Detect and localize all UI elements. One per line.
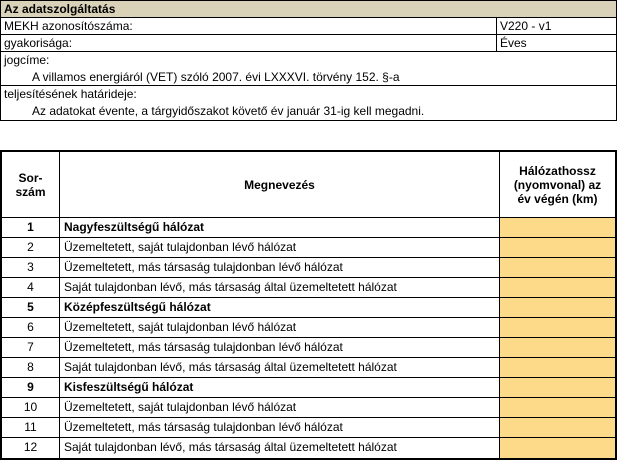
table-row — [2, 298, 615, 318]
info-header: Az adatszolgáltatás — [1, 1, 616, 18]
deadline — [1, 86, 616, 120]
row-number: 3 — [2, 258, 60, 277]
value-input-cell[interactable] — [500, 338, 615, 357]
row-number: 2 — [2, 238, 60, 257]
row-name: Saját tulajdonban lévő, más társaság által üzemeltetett hálózat — [60, 278, 500, 297]
value-input-cell[interactable] — [500, 218, 615, 237]
deadline-label: teljesítésének határideje: — [4, 87, 137, 101]
value-input-cell[interactable] — [500, 298, 615, 317]
frequency-label: gyakorisága: — [1, 35, 497, 51]
row-number: 10 — [2, 398, 60, 417]
row-number: 11 — [2, 418, 60, 437]
legal-basis — [1, 52, 616, 86]
table-row — [2, 258, 615, 278]
table-row — [2, 418, 615, 438]
value-input-cell[interactable] — [500, 438, 615, 458]
header-name — [60, 152, 500, 217]
row-number: 1 — [2, 218, 60, 237]
table-row — [2, 278, 615, 298]
row-number: 9 — [2, 378, 60, 397]
header-value — [500, 152, 615, 217]
row-number: 8 — [2, 358, 60, 377]
row-number: 7 — [2, 338, 60, 357]
row-name: Középfeszültségű hálózat — [60, 298, 500, 317]
network-length-table — [0, 150, 617, 460]
header-row-number-label: Sor- szám — [15, 170, 46, 199]
deadline-text: Az adatokat évente, a tárgyidőszakot követő év január 31-ig kell megadni. — [32, 104, 425, 118]
table-header-row — [2, 152, 615, 218]
info-row-id — [1, 18, 616, 35]
table-row — [2, 438, 615, 458]
legal-label: jogcíme: — [4, 53, 50, 67]
frequency-value: Éves — [500, 36, 527, 50]
info-row-frequency — [1, 35, 616, 52]
value-input-cell[interactable] — [500, 238, 615, 257]
value-input-cell[interactable] — [500, 358, 615, 377]
id-label: MEKH azonosítószáma: — [1, 18, 497, 34]
table-row — [2, 358, 615, 378]
row-number: 12 — [2, 438, 60, 458]
row-name: Üzemeltetett, más társaság tulajdonban lévő hálózat — [60, 338, 500, 357]
row-name: Üzemeltetett, saját tulajdonban lévő hálózat — [60, 238, 500, 257]
row-name: Üzemeltetett, saját tulajdonban lévő hálózat — [60, 318, 500, 337]
value-input-cell[interactable] — [500, 418, 615, 437]
table-row — [2, 238, 615, 258]
row-name: Üzemeltetett, saját tulajdonban lévő hálózat — [60, 398, 500, 417]
row-name: Saját tulajdonban lévő, más társaság által üzemeltetett hálózat — [60, 358, 500, 377]
header-row-number — [2, 152, 60, 217]
header-name-label: Megnevezés — [244, 177, 315, 192]
value-input-cell[interactable] — [500, 378, 615, 397]
row-number: 4 — [2, 278, 60, 297]
value-input-cell[interactable] — [500, 258, 615, 277]
row-name: Saját tulajdonban lévő, más társaság által üzemeltetett hálózat — [60, 438, 500, 458]
row-number: 5 — [2, 298, 60, 317]
row-name: Üzemeltetett, más társaság tulajdonban lévő hálózat — [60, 258, 500, 277]
table-row — [2, 218, 615, 238]
value-input-cell[interactable] — [500, 398, 615, 417]
row-number: 6 — [2, 318, 60, 337]
legal-text: A villamos energiáról (VET) szóló 2007. évi LXXXVI. törvény 152. §-a — [32, 70, 400, 84]
row-name: Üzemeltetett, más társaság tulajdonban lévő hálózat — [60, 418, 500, 437]
table-row — [2, 398, 615, 418]
value-input-cell[interactable] — [500, 318, 615, 337]
table-row — [2, 338, 615, 358]
table-row — [2, 318, 615, 338]
header-value-label: Hálózathossz (nyomvonal) az év végén (km) — [513, 163, 602, 206]
value-input-cell[interactable] — [500, 278, 615, 297]
row-name: Nagyfeszültségű hálózat — [60, 218, 500, 237]
id-value: V220 - v1 — [500, 19, 552, 33]
row-name: Kisfeszültségű hálózat — [60, 378, 500, 397]
table-row — [2, 378, 615, 398]
data-provision-info — [0, 0, 617, 121]
table-body — [2, 218, 615, 458]
